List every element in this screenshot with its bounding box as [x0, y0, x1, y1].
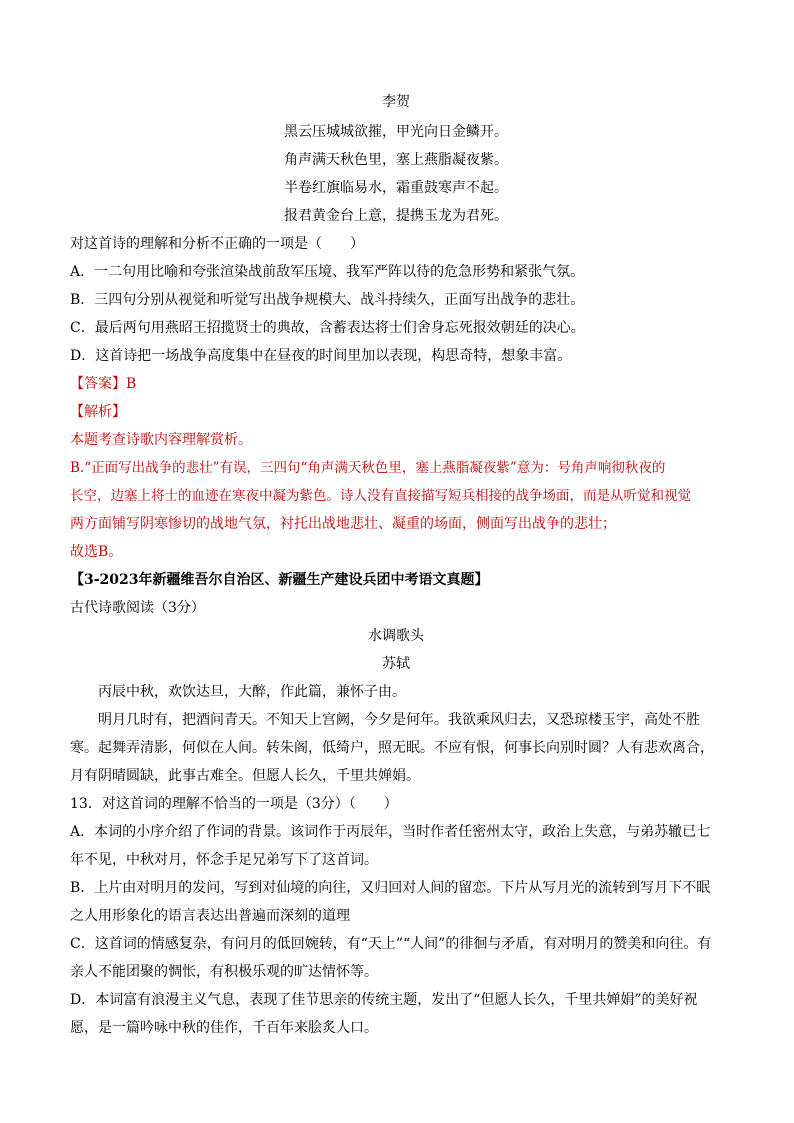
analysis-line: 两方面铺写阴寒惨切的战地气氛，衬托出战地悲壮、凝重的场面，侧面写出战争的悲壮；: [70, 516, 616, 532]
poem2-preface: 丙辰中秋，欢饮达旦，大醉，作此篇，兼怀子由。: [98, 684, 406, 700]
section-heading: 【3-2023年新疆维吾尔自治区、新疆生产建设兵团中考语文真题】: [70, 572, 489, 588]
document-page: [70, 88, 722, 1042]
option-b: B．三四句分别从视觉和听觉写出战争规模大、战斗持续久，正面写出战争的悲壮。: [70, 292, 585, 308]
poem1-line: 黑云压城城欲摧，甲光向日金鳞开。: [284, 124, 508, 140]
answer-label: 【答案】B: [70, 376, 137, 392]
poem2-title: 水调歌头: [368, 628, 424, 644]
option-a: A．一二句用比喻和夸张渲染战前敌军压境、我军严阵以待的危急形势和紧张气氛。: [70, 264, 585, 280]
option-d: D．本词富有浪漫主义气息，表现了佳节思亲的传统主题，发出了“但愿人长久，千里共婵娟”的美好祝愿，是一篇吟咏中秋的佳作，千百年来脍炙人口。: [70, 992, 698, 1036]
option-b: B．上片由对明月的发问，写到对仙境的向往，又归回对人间的留恋。下片从写月光的流转到写月下不眠之人用形象化的语言表达出普遍而深刻的道理: [70, 880, 711, 924]
poem1-line: 报君黄金台上意，提携玉龙为君死。: [284, 208, 508, 224]
analysis-line: 故选B。: [70, 544, 123, 560]
poem2-author: 苏轼: [382, 656, 410, 672]
option-d: D．这首诗把一场战争高度集中在昼夜的时间里加以表现，构思奇特，想象丰富。: [70, 348, 572, 364]
poem1-author: 李贺: [382, 94, 410, 110]
option-c: C．最后两句用燕昭王招揽贤士的典故，含蓄表达将士们舍身忘死报效朝廷的决心。: [70, 320, 585, 336]
poem1-line: 半卷红旗临易水，霜重鼓寒声不起。: [284, 180, 508, 196]
section-subheading: 古代诗歌阅读（3分）: [70, 600, 205, 616]
poem1-line: 角声满天秋色里，塞上燕脂凝夜紫。: [284, 152, 508, 168]
analysis-line: 本题考查诗歌内容理解赏析。: [70, 432, 252, 448]
option-a: A．本词的小序介绍了作词的背景。该词作于丙辰年，当时作者任密州太守，政治上失意，与弟苏辙已七年不见，中秋对月，怀念手足兄弟写下了这首词。: [70, 824, 711, 868]
analysis-line: B.“正面写出战争的悲壮”有误，三四句“角声满天秋色里，塞上燕脂凝夜紫”意为：号角声响彻秋夜的: [70, 460, 666, 476]
poem2-body: 明月几时有，把酒问青天。不知天上宫阙，今夕是何年。我欲乘风归去，又恐琼楼玉宇，高处不胜寒。起舞弄清影，何似在人间。转朱阁，低绮户，照无眠。不应有恨，何事长向别时圆？人有悲欢离合，月有阴晴圆缺，此事古难全。但愿人长久，千里共婵娟。: [70, 712, 714, 784]
option-c: C．这首词的情感复杂，有问月的低回婉转，有“天上”“人间”的徘徊与矛盾，有对明月的赞美和向往。有亲人不能团聚的惆怅，有积极乐观的旷达情怀等。: [70, 936, 712, 980]
analysis-line: 长空，边塞上将士的血迹在寒夜中凝为紫色。诗人没有直接描写短兵相接的战争场面，而是从听觉和视觉: [70, 488, 691, 504]
question-13-stem: 13．对这首词的理解不恰当的一项是（3分）（ ）: [70, 796, 398, 812]
analysis-label: 【解析】: [70, 404, 126, 420]
question-stem: 对这首诗的理解和分析不正确的一项是（ ）: [70, 236, 364, 252]
